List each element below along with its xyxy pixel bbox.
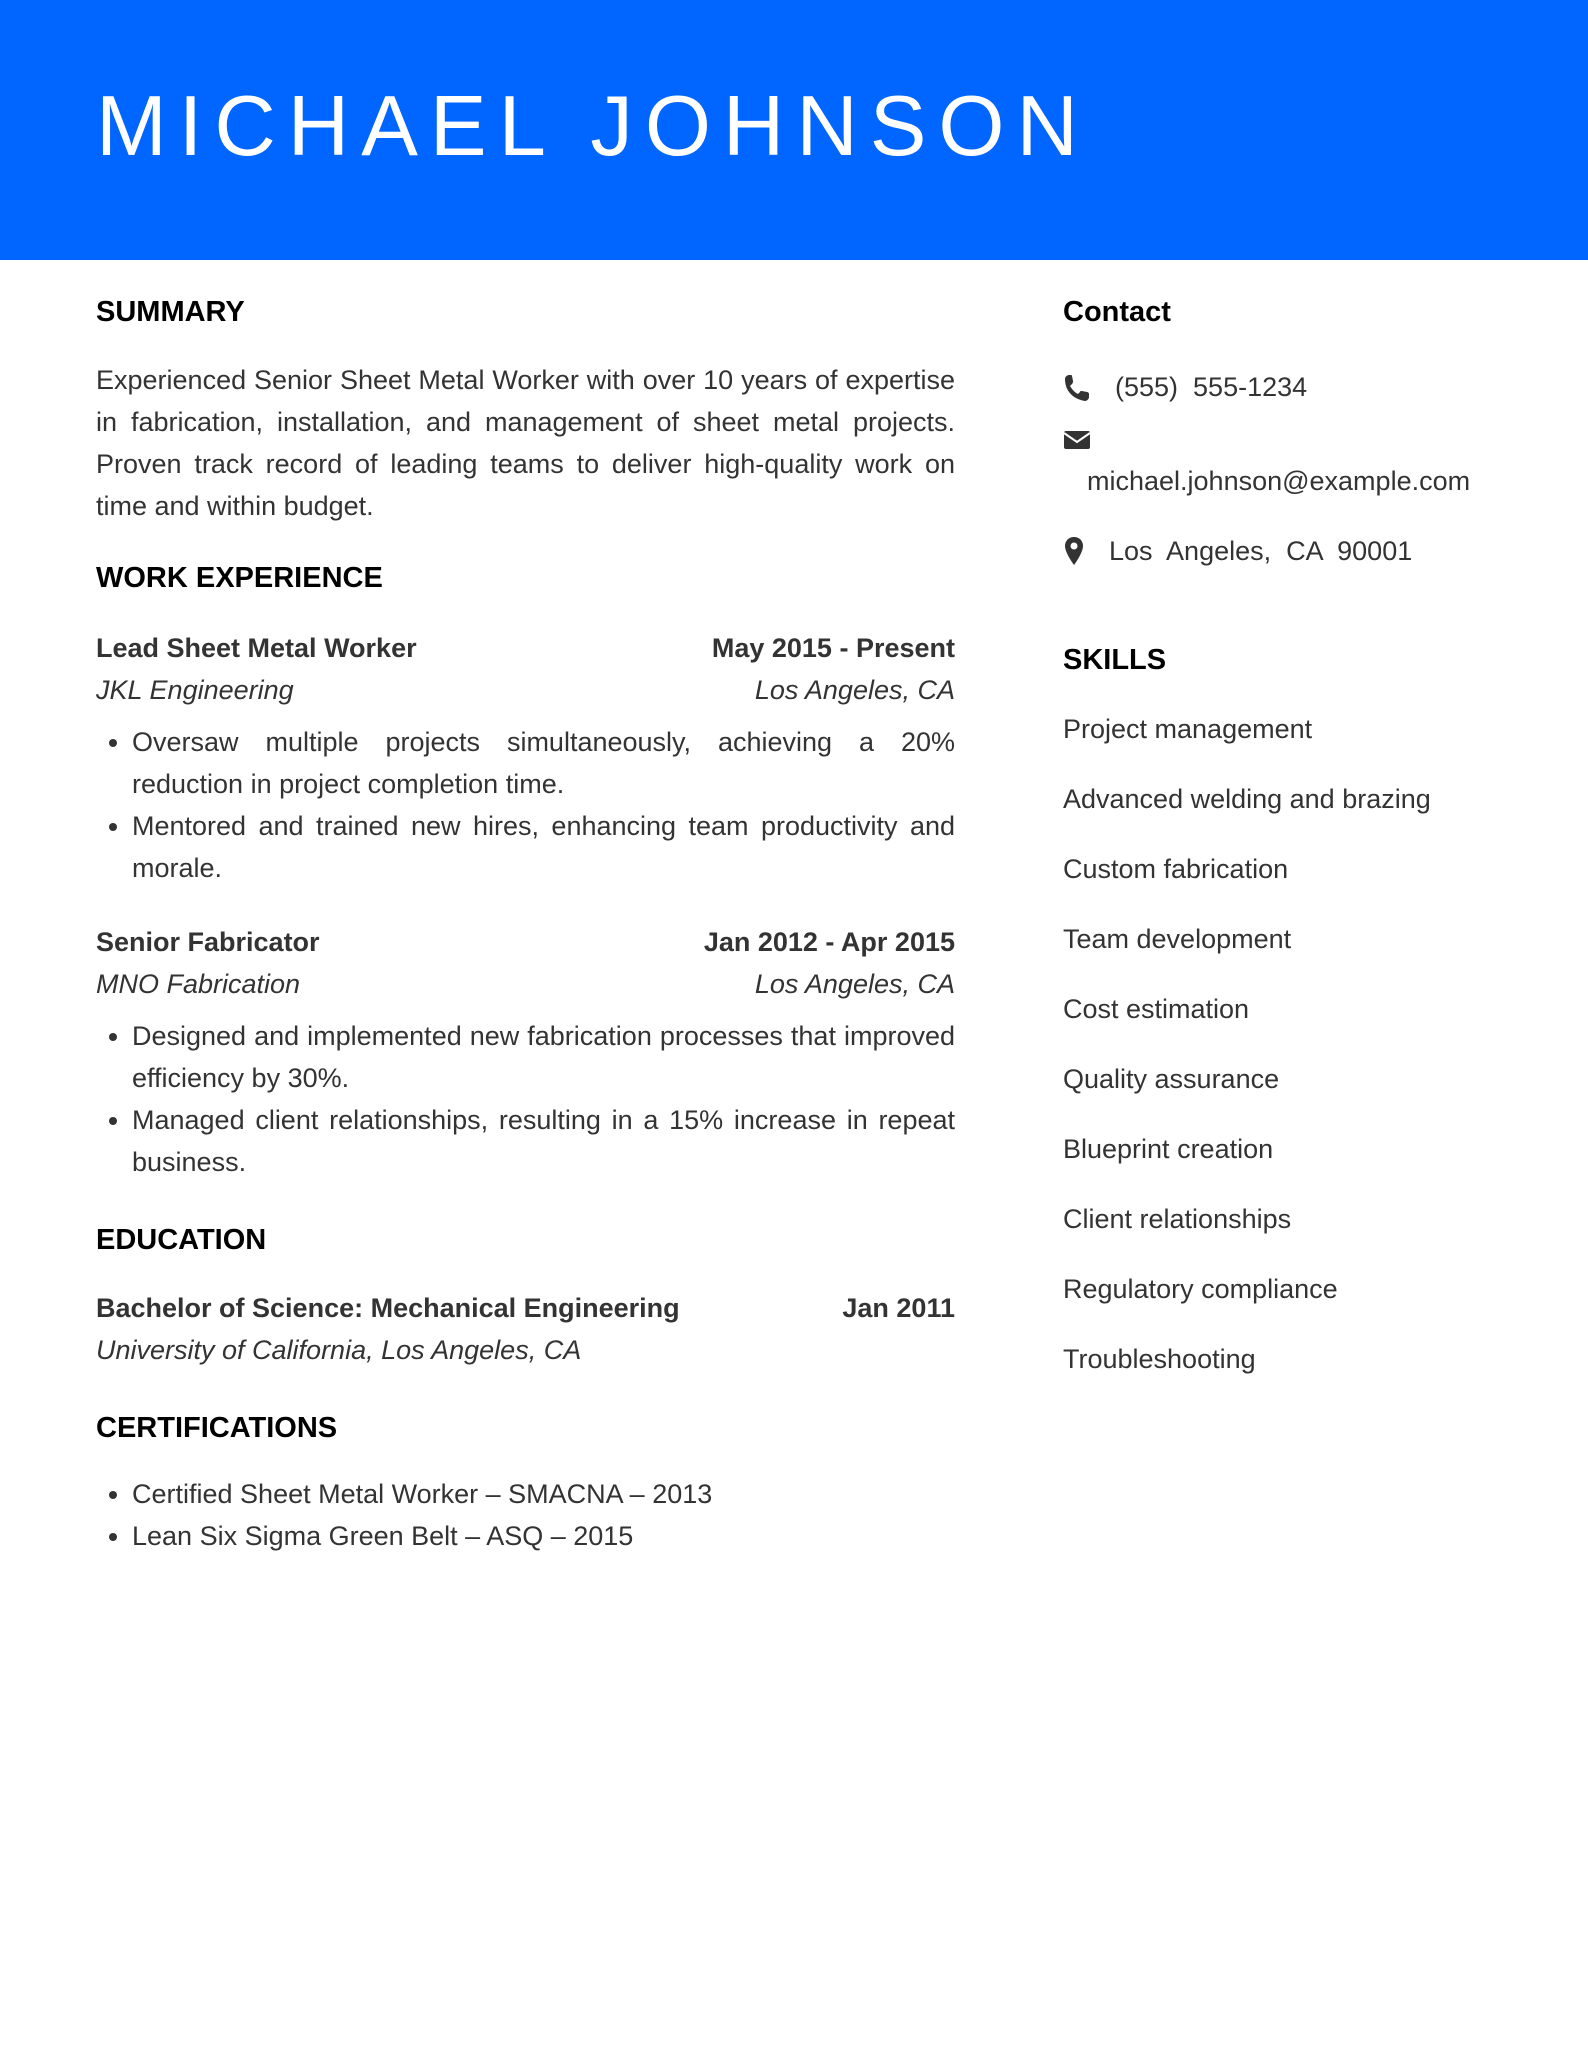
phone-icon [1063, 367, 1095, 407]
job-bullet: • Designed and implemented new fabrication processes that improved efficiency by 30%. [132, 1015, 955, 1099]
skill-item: Custom fabrication [1063, 854, 1289, 884]
phone-number[interactable]: (555) 555-1234 [1115, 372, 1308, 402]
school: University of California, Los Angeles, CA [96, 1335, 582, 1365]
contact-phone [1063, 367, 1503, 407]
certifications-title: CERTIFICATIONS [96, 1412, 338, 1444]
skill-item: Troubleshooting [1063, 1344, 1256, 1374]
job-location: Los Angeles, CA [754, 969, 955, 999]
skills-title: SKILLS [1063, 644, 1167, 676]
skill-item: Regulatory compliance [1063, 1274, 1338, 1304]
job-bullet: • Mentored and trained new hires, enhancing team productivity and morale. [132, 805, 955, 889]
email-address[interactable]: michael.johnson@example.com [1087, 466, 1471, 496]
job-role: Senior Fabricator [96, 927, 320, 957]
skills-list [1063, 709, 1503, 1379]
map-pin-icon [1063, 531, 1089, 571]
summary-title: SUMMARY [96, 296, 245, 328]
location-text: Los Angeles, CA 90001 [1109, 536, 1413, 566]
certification-item: • Certified Sheet Metal Worker – SMACNA – 2013 [132, 1473, 955, 1515]
main-column [96, 295, 955, 1557]
work-experience-title: WORK EXPERIENCE [96, 562, 383, 594]
job-dates: Jan 2012 - Apr 2015 [703, 927, 955, 957]
summary-section [96, 295, 955, 527]
contact-section [1063, 295, 1503, 571]
envelope-icon [1063, 429, 1093, 455]
job-entry [96, 921, 955, 1183]
skill-item: Client relationships [1063, 1204, 1292, 1234]
skill-item: Project management [1063, 714, 1313, 744]
candidate-name: MICHAEL JOHNSON [96, 79, 1090, 174]
education-date: Jan 2011 [842, 1293, 955, 1323]
header-banner [0, 0, 1588, 260]
work-experience-section [96, 561, 955, 1183]
side-column [1063, 295, 1503, 1409]
contact-email [1063, 429, 1503, 501]
skill-item: Advanced welding and brazing [1063, 784, 1431, 814]
certifications-section [96, 1411, 955, 1557]
certification-item: • Lean Six Sigma Green Belt – ASQ – 2015 [132, 1515, 955, 1557]
education-section [96, 1223, 955, 1371]
job-dates: May 2015 - Present [711, 633, 955, 663]
skill-item: Cost estimation [1063, 994, 1250, 1024]
job-bullet: • Managed client relationships, resulting in a 15% increase in repeat business. [132, 1099, 955, 1183]
certifications-list [96, 1473, 955, 1557]
education-title: EDUCATION [96, 1224, 267, 1256]
contact-title: Contact [1063, 296, 1171, 328]
job-bullets [96, 721, 955, 889]
job-entry [96, 627, 955, 889]
contact-location [1063, 531, 1503, 571]
skill-item: Blueprint creation [1063, 1134, 1274, 1164]
summary-text: Experienced Senior Sheet Metal Worker with over 10 years of expertise in fabrication, installation, and management of sheet metal projects. Proven track record of leading teams to deliver high-quality work on time and within budget. [96, 365, 955, 521]
job-role: Lead Sheet Metal Worker [96, 633, 417, 663]
job-bullet: • Oversaw multiple projects simultaneously, achieving a 20% reduction in project completion time. [132, 721, 955, 805]
job-bullets [96, 1015, 955, 1183]
job-company: JKL Engineering [96, 675, 294, 705]
skills-section [1063, 643, 1503, 1379]
job-location: Los Angeles, CA [754, 675, 955, 705]
skill-item: Team development [1063, 924, 1292, 954]
degree: Bachelor of Science: Mechanical Engineering [96, 1293, 680, 1323]
job-company: MNO Fabrication [96, 969, 301, 999]
skill-item: Quality assurance [1063, 1064, 1280, 1094]
